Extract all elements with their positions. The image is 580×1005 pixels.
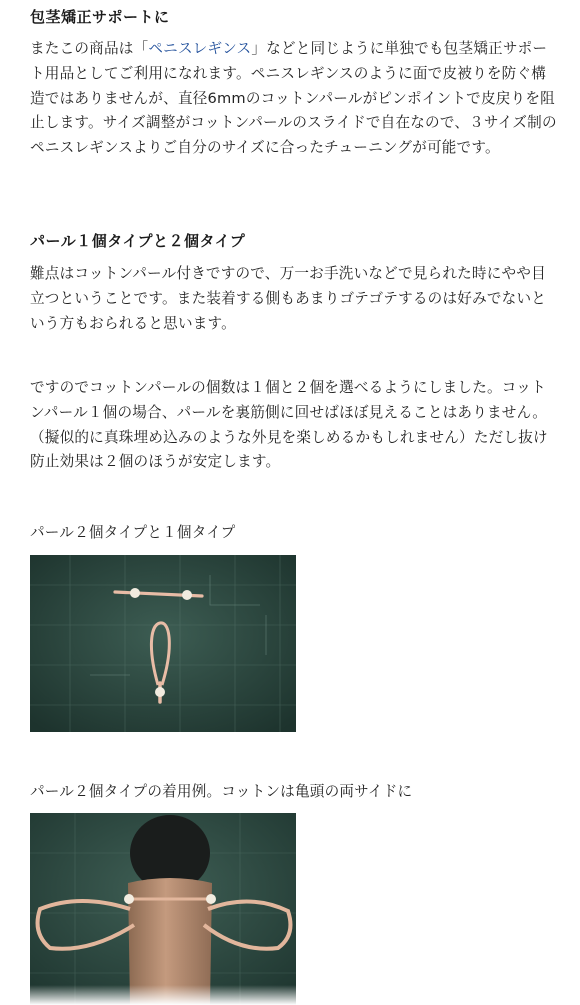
paragraph-text: またこの商品は「 [30, 40, 149, 57]
link-penis-leggings[interactable]: ペニスレギンス [148, 40, 252, 57]
bottom-fade [0, 985, 580, 1005]
paragraph-phimosis-support [30, 37, 558, 161]
pearl [206, 894, 216, 904]
figure-caption-types: パール２個タイプと１個タイプ [30, 524, 236, 541]
pearl [124, 894, 134, 904]
pearl [182, 590, 192, 600]
section-title-pearl-types: パール１個タイプと２個タイプ [30, 232, 246, 250]
figure-caption-wearing-example: パール２個タイプの着用例。コットンは亀頭の両サイドに [30, 783, 413, 800]
pearl [130, 588, 140, 598]
paragraph-text: 」などと同じように単独でも包茎矯正サポート用品としてご利用になれます。ペニスレギンスのように面で皮被りを防ぐ構造ではありませんが、直径6mmのコットンパールがピンポイントで皮戻りを阻止します。サイズ調整がコットンパールのスライドで自在なので、３サイズ制のペニスレギンスよりご自分のサイズに合ったチューニングが可能です。 [30, 40, 557, 157]
paragraph-drawback: 難点はコットンパール付きですので、万一お手洗いなどで見られた時にやや目立つということです。また装着する側もあまりゴテゴテするのは好みでないという方もおられると思います。 [30, 265, 547, 332]
section-title-phimosis-support: 包茎矯正サポートに [30, 8, 170, 26]
pearl [155, 687, 165, 697]
photo-wearing-example [30, 813, 296, 1005]
photo-pearl-types [30, 555, 296, 732]
paragraph-pearl-count: ですのでコットンパールの個数は１個と２個を選べるようにしました。コットンパール１個の場合、パールを裏筋側に回せばほぼ見えることはありません。（擬似的に真珠埋め込みのような外見を楽しめるかもしれません）ただし抜け防止効果は２個のほうが安定します。 [30, 379, 548, 471]
